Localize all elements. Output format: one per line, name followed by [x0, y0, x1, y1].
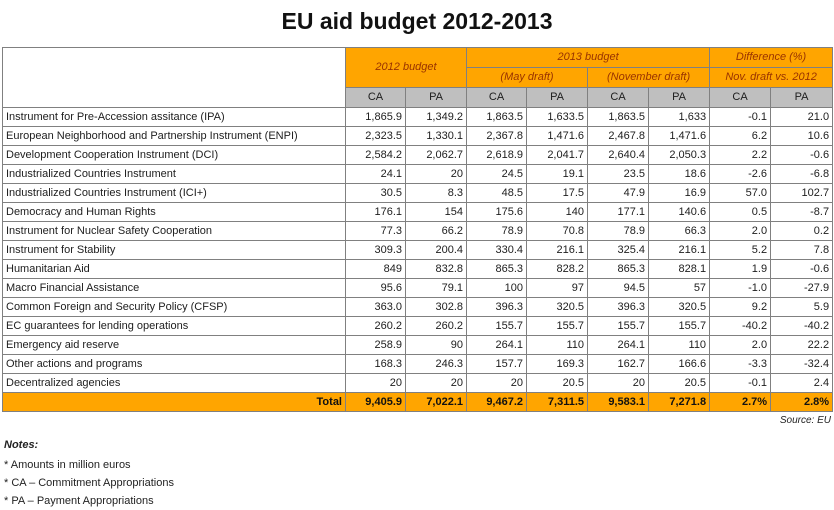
header-blank-cell	[3, 48, 346, 108]
row-label: Humanitarian Aid	[3, 260, 346, 279]
cell-value: 20	[406, 165, 467, 184]
cell-value: 21.0	[771, 108, 833, 127]
header-ca-2012: CA	[346, 88, 406, 108]
cell-value: 2,050.3	[649, 146, 710, 165]
cell-value: 48.5	[467, 184, 527, 203]
cell-value: 260.2	[406, 317, 467, 336]
cell-value: 20	[467, 374, 527, 393]
cell-value: 5.9	[771, 298, 833, 317]
cell-value: 16.9	[649, 184, 710, 203]
cell-value: 865.3	[467, 260, 527, 279]
row-label: EC guarantees for lending operations	[3, 317, 346, 336]
cell-value: 24.5	[467, 165, 527, 184]
cell-value: 2,062.7	[406, 146, 467, 165]
cell-value: 66.2	[406, 222, 467, 241]
cell-value: -1.0	[710, 279, 771, 298]
cell-value: 1.9	[710, 260, 771, 279]
total-value-2012-pa: 7,022.1	[406, 393, 467, 412]
note-item: * Amounts in million euros	[4, 459, 131, 471]
total-value-nov-ca: 9,583.1	[588, 393, 649, 412]
cell-value: 1,863.5	[467, 108, 527, 127]
cell-value: 155.7	[588, 317, 649, 336]
cell-value: 264.1	[588, 336, 649, 355]
table-row	[3, 127, 833, 146]
cell-value: 176.1	[346, 203, 406, 222]
cell-value: 20	[588, 374, 649, 393]
source-note: Source: EU	[779, 415, 831, 426]
cell-value: 6.2	[710, 127, 771, 146]
cell-value: 302.8	[406, 298, 467, 317]
cell-value: 157.7	[467, 355, 527, 374]
table-row	[3, 260, 833, 279]
cell-value: 2.4	[771, 374, 833, 393]
cell-value: 90	[406, 336, 467, 355]
row-label: Instrument for Stability	[3, 241, 346, 260]
cell-value: -32.4	[771, 355, 833, 374]
cell-value: 1,471.6	[527, 127, 588, 146]
cell-value: 97	[527, 279, 588, 298]
total-value-may-ca: 9,467.2	[467, 393, 527, 412]
cell-value: 140.6	[649, 203, 710, 222]
cell-value: 10.6	[771, 127, 833, 146]
total-value-diff-pa: 2.8%	[771, 393, 833, 412]
header-group-row	[3, 48, 833, 68]
cell-value: -27.9	[771, 279, 833, 298]
cell-value: 100	[467, 279, 527, 298]
cell-value: 2,618.9	[467, 146, 527, 165]
table-row	[3, 279, 833, 298]
cell-value: 1,633	[649, 108, 710, 127]
header-2013-budget: 2013 budget	[467, 48, 710, 68]
header-2012-budget: 2012 budget	[346, 48, 467, 88]
cell-value: 77.3	[346, 222, 406, 241]
cell-value: 168.3	[346, 355, 406, 374]
header-diff-sub: Nov. draft vs. 2012	[710, 68, 833, 88]
cell-value: 102.7	[771, 184, 833, 203]
cell-value: 849	[346, 260, 406, 279]
cell-value: 166.6	[649, 355, 710, 374]
cell-value: 78.9	[467, 222, 527, 241]
cell-value: 155.7	[649, 317, 710, 336]
header-pa-2012: PA	[406, 88, 467, 108]
cell-value: 177.1	[588, 203, 649, 222]
header-pa-diff: PA	[771, 88, 833, 108]
cell-value: 1,349.2	[406, 108, 467, 127]
cell-value: 216.1	[649, 241, 710, 260]
cell-value: -0.6	[771, 260, 833, 279]
table-row	[3, 146, 833, 165]
table-row	[3, 165, 833, 184]
total-value-nov-pa: 7,271.8	[649, 393, 710, 412]
cell-value: 2,584.2	[346, 146, 406, 165]
cell-value: 169.3	[527, 355, 588, 374]
cell-value: 24.1	[346, 165, 406, 184]
cell-value: 320.5	[527, 298, 588, 317]
cell-value: 2,640.4	[588, 146, 649, 165]
table-row	[3, 184, 833, 203]
header-difference: Difference (%)	[710, 48, 833, 68]
cell-value: 23.5	[588, 165, 649, 184]
table-body	[3, 108, 833, 393]
cell-value: 155.7	[527, 317, 588, 336]
cell-value: 94.5	[588, 279, 649, 298]
cell-value: 70.8	[527, 222, 588, 241]
table-row	[3, 317, 833, 336]
cell-value: 2.0	[710, 222, 771, 241]
budget-table	[2, 47, 833, 412]
cell-value: 22.2	[771, 336, 833, 355]
row-label: Instrument for Nuclear Safety Cooperation	[3, 222, 346, 241]
cell-value: 155.7	[467, 317, 527, 336]
cell-value: 2,467.8	[588, 127, 649, 146]
cell-value: 5.2	[710, 241, 771, 260]
cell-value: 95.6	[346, 279, 406, 298]
cell-value: 57.0	[710, 184, 771, 203]
cell-value: 258.9	[346, 336, 406, 355]
table-row	[3, 374, 833, 393]
page-title: EU aid budget 2012-2013	[281, 8, 553, 34]
table-header	[3, 48, 833, 108]
cell-value: 2.2	[710, 146, 771, 165]
cell-value: 320.5	[649, 298, 710, 317]
header-pa-may: PA	[527, 88, 588, 108]
cell-value: -3.3	[710, 355, 771, 374]
cell-value: 330.4	[467, 241, 527, 260]
total-value-diff-ca: 2.7%	[710, 393, 771, 412]
cell-value: 2,367.8	[467, 127, 527, 146]
table-row	[3, 336, 833, 355]
cell-value: 325.4	[588, 241, 649, 260]
cell-value: 140	[527, 203, 588, 222]
cell-value: 175.6	[467, 203, 527, 222]
total-label: Total	[3, 393, 346, 412]
cell-value: 1,330.1	[406, 127, 467, 146]
cell-value: 20	[406, 374, 467, 393]
cell-value: 66.3	[649, 222, 710, 241]
cell-value: -0.1	[710, 374, 771, 393]
note-item: * PA – Payment Appropriations	[4, 495, 154, 507]
cell-value: 2,041.7	[527, 146, 588, 165]
cell-value: 828.2	[527, 260, 588, 279]
row-label: Democracy and Human Rights	[3, 203, 346, 222]
table-row	[3, 222, 833, 241]
table-row	[3, 241, 833, 260]
cell-value: 260.2	[346, 317, 406, 336]
cell-value: 9.2	[710, 298, 771, 317]
header-ca-may: CA	[467, 88, 527, 108]
total-row	[3, 393, 833, 412]
cell-value: 246.3	[406, 355, 467, 374]
cell-value: 20.5	[527, 374, 588, 393]
row-label: Industrialized Countries Instrument	[3, 165, 346, 184]
row-label: Emergency aid reserve	[3, 336, 346, 355]
cell-value: -0.1	[710, 108, 771, 127]
cell-value: 47.9	[588, 184, 649, 203]
cell-value: 1,863.5	[588, 108, 649, 127]
header-november-draft: (November draft)	[588, 68, 710, 88]
row-label: Development Cooperation Instrument (DCI)	[3, 146, 346, 165]
header-ca-diff: CA	[710, 88, 771, 108]
cell-value: 20	[346, 374, 406, 393]
notes-section	[4, 439, 834, 507]
cell-value: -40.2	[710, 317, 771, 336]
cell-value: 154	[406, 203, 467, 222]
row-label: European Neighborhood and Partnership Instrument (ENPI)	[3, 127, 346, 146]
cell-value: 30.5	[346, 184, 406, 203]
cell-value: 8.3	[406, 184, 467, 203]
total-value-may-pa: 7,311.5	[527, 393, 588, 412]
cell-value: 1,865.9	[346, 108, 406, 127]
cell-value: 162.7	[588, 355, 649, 374]
cell-value: 309.3	[346, 241, 406, 260]
table-row	[3, 298, 833, 317]
row-label: Decentralized agencies	[3, 374, 346, 393]
cell-value: 1,471.6	[649, 127, 710, 146]
cell-value: 17.5	[527, 184, 588, 203]
notes-heading: Notes:	[4, 439, 39, 451]
cell-value: 0.2	[771, 222, 833, 241]
header-ca-nov: CA	[588, 88, 649, 108]
table-row	[3, 108, 833, 127]
cell-value: 865.3	[588, 260, 649, 279]
cell-value: 19.1	[527, 165, 588, 184]
cell-value: 2.0	[710, 336, 771, 355]
cell-value: -6.8	[771, 165, 833, 184]
table-row	[3, 355, 833, 374]
cell-value: 363.0	[346, 298, 406, 317]
cell-value: 110	[649, 336, 710, 355]
cell-value: 264.1	[467, 336, 527, 355]
cell-value: -8.7	[771, 203, 833, 222]
row-label: Instrument for Pre-Accession assitance (IPA)	[3, 108, 346, 127]
cell-value: -0.6	[771, 146, 833, 165]
cell-value: 79.1	[406, 279, 467, 298]
cell-value: 20.5	[649, 374, 710, 393]
cell-value: 78.9	[588, 222, 649, 241]
cell-value: -2.6	[710, 165, 771, 184]
table-row	[3, 203, 833, 222]
cell-value: 832.8	[406, 260, 467, 279]
cell-value: 1,633.5	[527, 108, 588, 127]
cell-value: 396.3	[467, 298, 527, 317]
header-pa-nov: PA	[649, 88, 710, 108]
cell-value: 216.1	[527, 241, 588, 260]
cell-value: 396.3	[588, 298, 649, 317]
cell-value: 2,323.5	[346, 127, 406, 146]
row-label: Common Foreign and Security Policy (CFSP)	[3, 298, 346, 317]
total-value-2012-ca: 9,405.9	[346, 393, 406, 412]
row-label: Macro Financial Assistance	[3, 279, 346, 298]
cell-value: 7.8	[771, 241, 833, 260]
cell-value: 57	[649, 279, 710, 298]
cell-value: 828.1	[649, 260, 710, 279]
note-item: * CA – Commitment Appropriations	[4, 477, 174, 489]
cell-value: -40.2	[771, 317, 833, 336]
header-may-draft: (May draft)	[467, 68, 588, 88]
cell-value: 110	[527, 336, 588, 355]
cell-value: 18.6	[649, 165, 710, 184]
row-label: Other actions and programs	[3, 355, 346, 374]
table-footer	[3, 393, 833, 412]
row-label: Industrialized Countries Instrument (ICI+)	[3, 184, 346, 203]
cell-value: 0.5	[710, 203, 771, 222]
cell-value: 200.4	[406, 241, 467, 260]
